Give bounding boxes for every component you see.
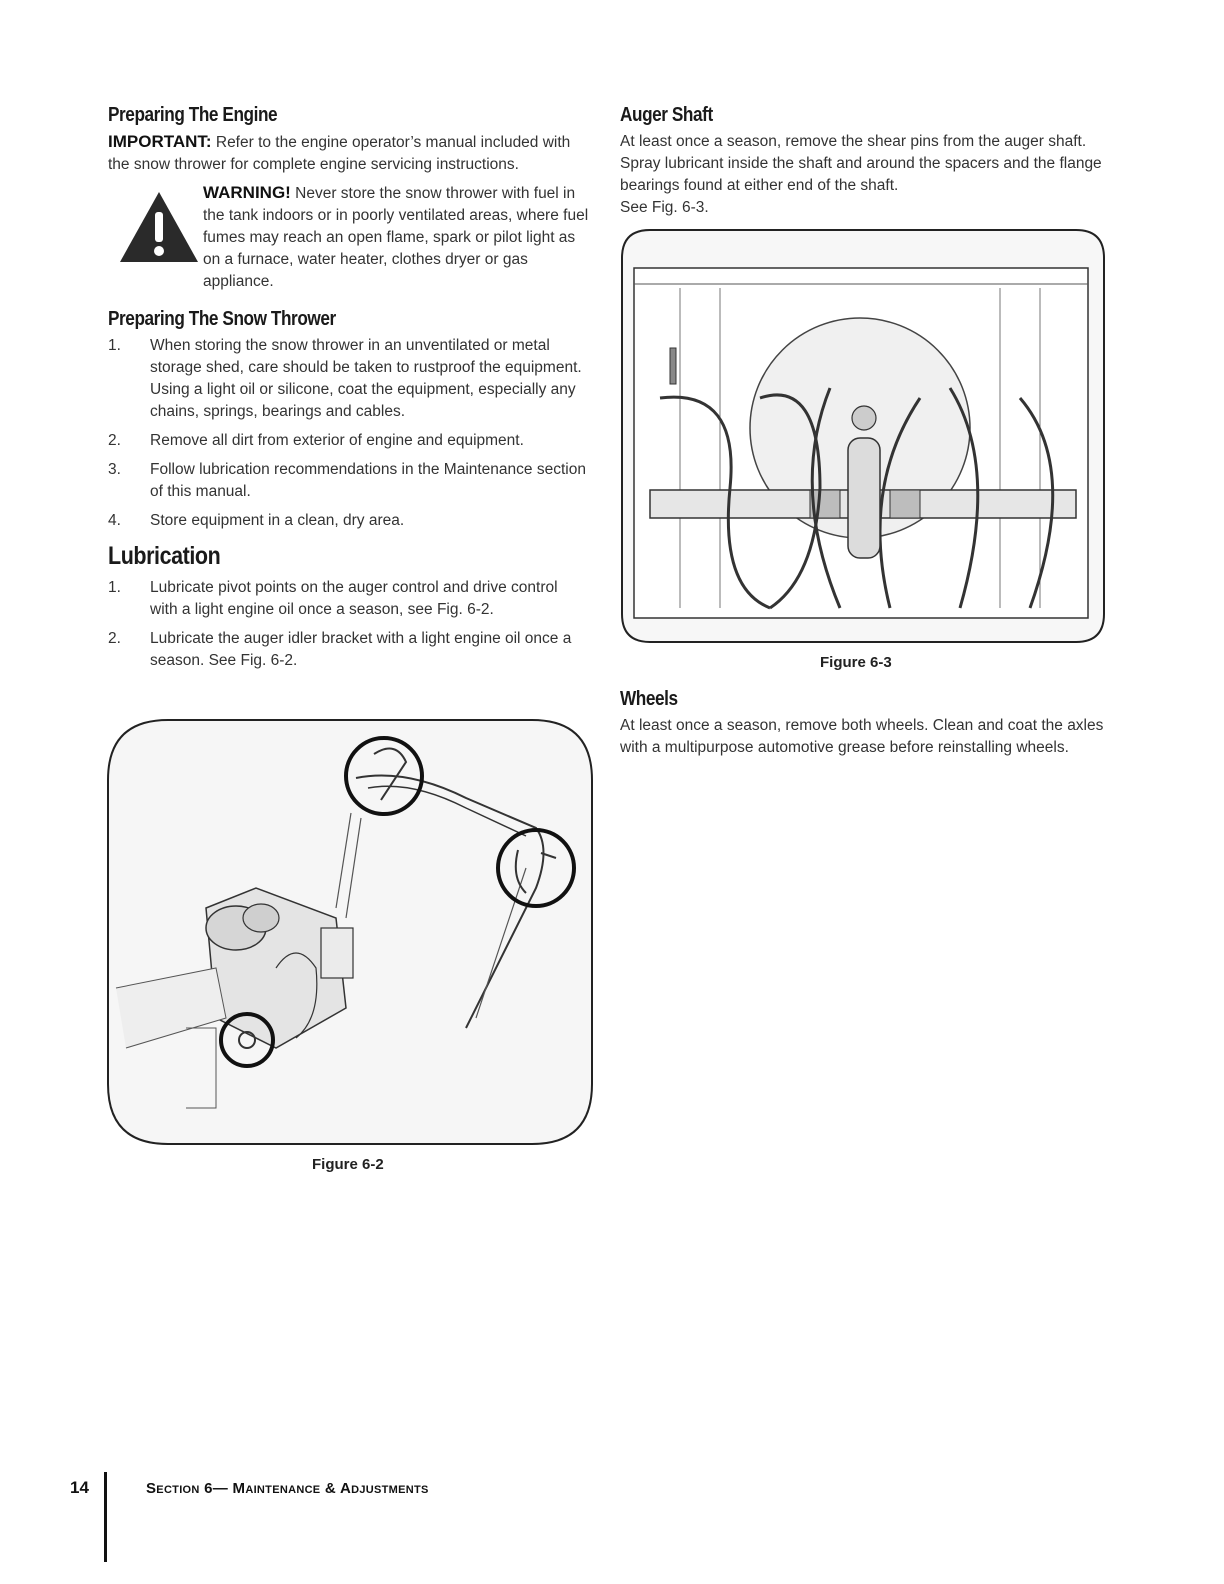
footer-divider [104, 1472, 107, 1562]
auger-shaft-illustration [620, 228, 1106, 644]
snow-steps-list [108, 335, 586, 532]
auger-shaft-text: At least once a season, remove the shear pins from the auger shaft. Spray lubricant inside the shaft and around the spacers and the flange bearings found at either end of the shaft. [620, 133, 1102, 194]
figure-6-2-caption: Figure 6-2 [312, 1156, 384, 1173]
important-text: Refer to the engine operator’s manual included with the snow thrower for complete engine servicing instructions. [108, 134, 571, 173]
lubrication-heading: Lubrication [108, 542, 221, 570]
lubrication-steps-list [108, 577, 586, 672]
step-text: When storing the snow thrower in an unventilated or metal storage shed, care should be taken to rustproof the equipment. Using a light oil or silicone, coat the equipment, especially any chains, springs, bearings and cables. [150, 337, 582, 420]
warning-block [108, 182, 589, 304]
auger-shaft-heading: Auger Shaft [620, 104, 713, 126]
step-number: 3. [108, 461, 121, 478]
figure-6-2 [106, 718, 594, 1146]
list-item [108, 459, 586, 503]
wheels-heading: Wheels [620, 688, 678, 710]
list-item [108, 510, 586, 532]
step-text: Lubricate the auger idler bracket with a light engine oil once a season. See Fig. 6-2. [150, 630, 572, 669]
step-text: Store equipment in a clean, dry area. [150, 512, 405, 529]
step-text: Follow lubrication recommendations in the Maintenance section of this manual. [150, 461, 586, 500]
wheels-section [620, 688, 1112, 759]
list-item [108, 335, 586, 423]
auger-shaft-ref: See Fig. 6-3. [620, 199, 709, 216]
step-number: 1. [108, 337, 121, 354]
step-number: 2. [108, 432, 121, 449]
important-label: IMPORTANT: [108, 132, 212, 151]
important-paragraph [108, 131, 586, 176]
list-item [108, 577, 586, 621]
step-number: 1. [108, 579, 121, 596]
left-column [108, 104, 589, 679]
auger-control-illustration [106, 718, 594, 1146]
step-text: Lubricate pivot points on the auger control and drive control with a light engine oil once a season, see Fig. 6-2. [150, 579, 558, 618]
footer-section-title: Section 6— Maintenance & Adjustments [146, 1480, 429, 1497]
wheels-text: At least once a season, remove both wheels. Clean and coat the axles with a multipurpose automotive grease before reinstalling wheels. [620, 717, 1104, 756]
snow-thrower-heading: Preparing The Snow Thrower [108, 308, 336, 330]
page-number: 14 [70, 1478, 89, 1497]
list-item [108, 430, 586, 452]
warning-triangle-icon [118, 190, 200, 264]
warning-text-block [203, 182, 593, 293]
step-number: 2. [108, 630, 121, 647]
step-text: Remove all dirt from exterior of engine and equipment. [150, 432, 524, 449]
engine-heading: Preparing The Engine [108, 104, 278, 126]
warning-label: WARNING! [203, 183, 291, 202]
right-column [620, 104, 1112, 219]
figure-6-3-caption: Figure 6-3 [820, 654, 892, 671]
step-number: 4. [108, 512, 121, 529]
list-item [108, 628, 586, 672]
figure-6-3 [620, 228, 1106, 644]
warning-text: Never store the snow thrower with fuel in the tank indoors or in poorly ventilated areas, where fuel fumes may reach an open flame, spark or pilot light as on a furnace, water heater, clothes dryer or gas appliance. [203, 185, 589, 290]
